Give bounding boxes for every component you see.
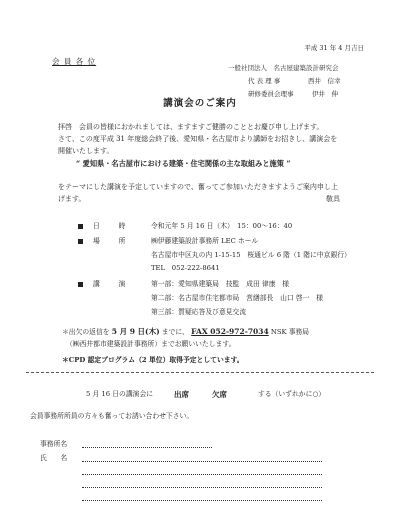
bullet-icon <box>78 282 83 287</box>
date-value: 令和元年 5 月 16 日（木） 15：00～16：40 <box>151 222 293 230</box>
name-field-3[interactable] <box>82 487 322 488</box>
addressee: 会 員 各 位 <box>52 57 97 66</box>
place-label: 場 所 <box>93 237 132 245</box>
detail-date <box>78 222 292 230</box>
closing-line-2: げます。 <box>58 195 86 203</box>
place-value: ㈱伊藤建築設計事務所 LEC ホール <box>151 237 259 245</box>
absent-option[interactable]: 欠席 <box>212 390 227 399</box>
issuer-rep-name: 西井 信幸 <box>308 77 341 85</box>
reply-suffix: NSK 事務局 <box>270 328 310 336</box>
cpd-note: ＊CPD 認定プログラム（2 単位）取得予定としています。 <box>62 356 244 364</box>
intro-line-2: さて、この度平成 31 年度総会終了後、愛知県・名古屋市より講師をお招きし、講演会を <box>58 135 338 143</box>
lecture-theme: “ 愛知県・名古屋市における建築・住宅関係の主な取組みと施策 ” <box>76 159 291 168</box>
lecture-part-3: 第三部：質疑応答及び意見交流 <box>151 308 247 316</box>
name-label: 氏 名 <box>40 454 68 462</box>
issuer-committee-name: 伊井 伸 <box>312 90 338 98</box>
intro-line-3: 開催いたします。 <box>58 147 114 155</box>
lecture-label: 講 演 <box>93 280 132 288</box>
lecture-part-1: 第一部：愛知県建築局 技監 成田 律康 様 <box>151 280 290 288</box>
reply-prefix: ＊出欠の返信を <box>62 328 110 336</box>
intro-line-1: 拝啓 会員の皆様におかれましては、ますますご健勝のこととお慶び申し上げます。 <box>58 123 324 131</box>
detail-place <box>78 237 258 245</box>
attend-option[interactable]: 出席 <box>174 390 189 399</box>
office-label: 事務所名 <box>40 440 68 448</box>
issuer-committee-title: 研修委員会理事 <box>248 90 294 98</box>
date-label: 日 時 <box>93 222 132 230</box>
reply-instruction <box>62 327 309 336</box>
attendance-suffix: する（いずれかに○） <box>258 390 326 398</box>
bullet-icon <box>78 224 83 229</box>
place-address: 名古屋市中区丸の内 1-15-15 桜通ビル 6 階（1 階に中京銀行） <box>151 251 351 259</box>
reply-deadline: 5 月 9 日(木) <box>111 327 160 336</box>
issue-date: 平成 31 年 4 月吉日 <box>304 44 364 52</box>
reply-fax: FAX 052-972-7034 <box>191 327 269 336</box>
closing-line-1: をテーマにした講演を予定していますので、奮ってご参加いただきますようご案内申し上 <box>58 183 338 191</box>
name-field-4[interactable] <box>82 500 322 501</box>
attendance-event: 5 月 16 日の講演会に <box>86 390 154 398</box>
office-name-field[interactable] <box>82 447 212 448</box>
closing-keigu: 敬具 <box>326 195 340 203</box>
reply-office: （㈱西井都市建築設計事務所）までお願いいたします。 <box>66 340 236 348</box>
reply-middle: までに、 <box>161 328 189 336</box>
lecture-part-2: 第二部：名古屋市住宅都市局 営繕部長 山口 啓一 様 <box>151 294 324 302</box>
name-field-1[interactable] <box>82 461 322 462</box>
detail-lecture <box>78 280 289 288</box>
issuer-org: 一般社団法人 名古屋建築設計研究会 <box>228 64 339 72</box>
cut-line <box>26 372 374 373</box>
issuer-rep-title: 代 表 理 事 <box>248 77 281 85</box>
document-title: 講演会のご案内 <box>163 98 237 109</box>
bullet-icon <box>78 239 83 244</box>
name-field-2[interactable] <box>82 474 322 475</box>
form-note: 会員事務所所員の方々も奮ってお誘い合わせ下さい。 <box>30 412 194 420</box>
place-tel: TEL 052-222-8641 <box>151 264 220 272</box>
